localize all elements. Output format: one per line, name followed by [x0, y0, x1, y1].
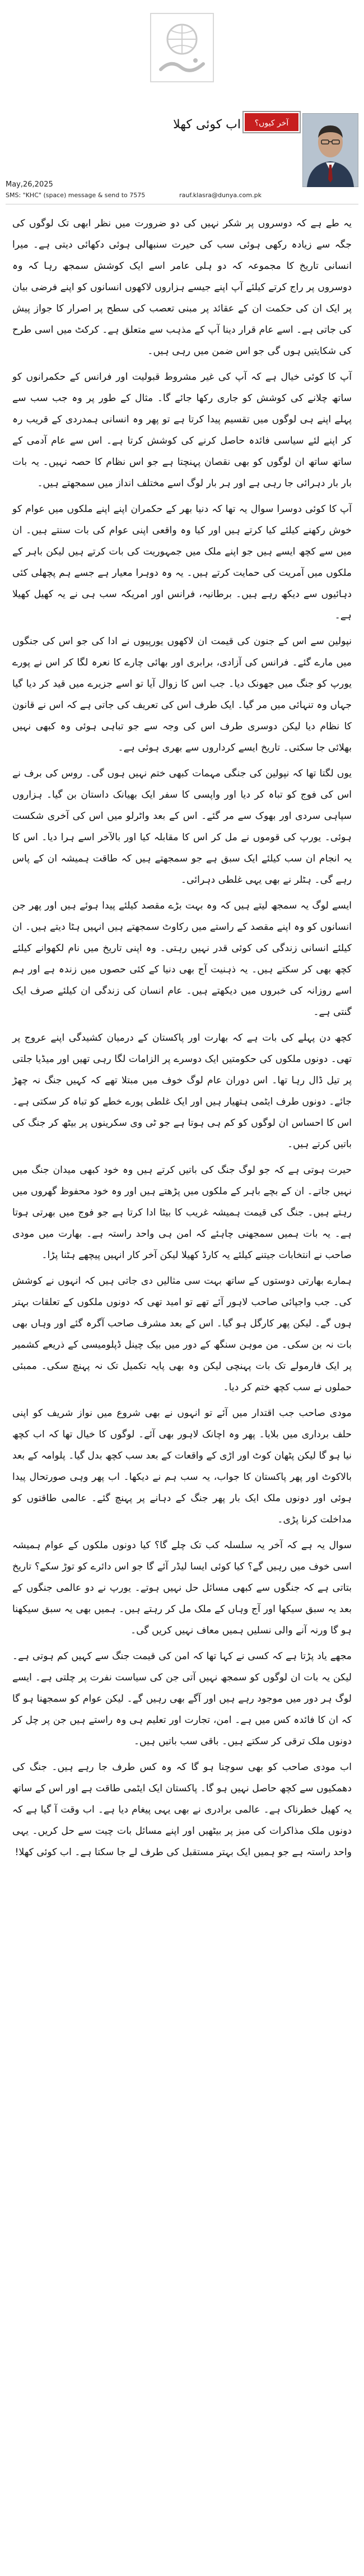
article-paragraph: مودی صاحب جب اقتدار میں آئے تو انہوں نے بھی شروع میں نواز شریف کو اپنی حلف برداری میں بلایا۔ پھر وہ اچانک لاہور بھی آئے۔ لوگوں کا خیال تھا کہ اب کچھ نیا ہو گا لیکن پٹھان کوٹ اور اڑی کے واقعات کے بعد سب کچھ بدل گیا۔ پلوامہ کے بعد بالاکوٹ اور پھر پاکستان کا جواب، یہ سب ہم نے دیکھا۔ اب پھر وہی صورتحال پیدا ہوئی اور دونوں ملک ایک بار پھر جنگ کے دہانے پر پہنچ گئے۔ عالمی طاقتوں کو مداخلت کرنا پڑی۔: [12, 1408, 352, 1525]
sms-instruction: SMS: "KHC" (space) message & send to 7575: [6, 192, 146, 199]
article-paragraph: کچھ دن پہلے کی بات ہے کہ بھارت اور پاکستان کے درمیان کشیدگی اپنے عروج پر تھی۔ دونوں ملکوں کی حکومتیں ایک دوسرے پر الزامات لگا رہی تھیں اور میڈیا جلتی پر تیل ڈال رہا تھا۔ اس دوران عام لوگ خوف میں مبتلا تھے کہ کہیں جنگ نہ چھڑ جائے۔ دونوں طرف ایٹمی ہتھیار ہیں اور ایک غلطی پورے خطے کو تباہ کر سکتی ہے۔ اس کا احساس ان لوگوں کو کم ہی ہوتا ہے جو ٹی وی سکرینوں پر بیٹھ کر جنگ کی باتیں کرتے ہیں۔: [12, 1032, 352, 1150]
article-paragraph: نپولین سے اس کے جنون کی قیمت ان لاکھوں یورپیوں نے ادا کی جو اس کی جنگوں میں مارے گئے۔ فرانس کی آزادی، برابری اور بھائی چارے کا نعرہ لگا کر اس نے پورے یورپ کو جنگ میں جھونک دیا۔ جب اس کا زوال آیا تو اسے جزیرے میں قید کر دیا گیا جہاں وہ تنہائی میں مر گیا۔ ایک طرف اس کی تعریف کی جاتی ہے کہ اس نے قانون کا نظام دیا لیکن دوسری طرف اس کی وجہ سے جو تباہی ہوئی وہ کبھی نہیں بھلائی جا سکتی۔ تاریخ ایسے کرداروں سے بھری ہوئی ہے۔: [12, 636, 352, 753]
article-paragraph: آپ کا کوئی خیال ہے کہ آپ کی غیر مشروط قبولیت اور فرانس کے حکمرانوں کو ساتھ چلانے کی کوشش کو جاری رکھا جائے گا۔ مثال کے طور پر وہ جب سب سے پہلے اپنے ہی لوگوں میں تقسیم پیدا کرتا ہے تو پھر وہ انسانی ہمدردی کے قریب رہ کر اپنے لئے سیاسی فائدہ حاصل کرنے کی کوشش کرتا ہے۔ اس سے عام آدمی کے ساتھ ساتھ ان لوگوں کو بھی نقصان پہنچتا ہے جو اس نظام کا حصہ نہیں۔ یہ بات بار بار دہرائی جا رہی ہے اور ہر بار لوگ اسے مختلف انداز میں سمجھتے ہیں۔: [12, 371, 352, 489]
article-paragraph: ہمارے بھارتی دوستوں کے ساتھ بہت سی مثالیں دی جاتی ہیں کہ انہوں نے کوشش کی۔ جب واجپائی صاحب لاہور آئے تھے تو امید تھی کہ دونوں ملکوں کے تعلقات بہتر ہوں گے۔ لیکن پھر کارگل ہو گیا۔ اس کے بعد مشرف صاحب آگرہ گئے اور وہاں بھی بات نہ بن سکی۔ من موہن سنگھ کے دور میں بیک چینل ڈپلومیسی کے ذریعے کشمیر پر ایک فارمولے تک بات پہنچی لیکن وہ بھی پایہ تکمیل تک نہ پہنچ سکی۔ ممبئی حملوں نے سب کچھ ختم کر دیا۔: [12, 1275, 352, 1393]
author-email: rauf.klasra@dunya.com.pk: [179, 192, 262, 199]
article-body: [12, 213, 352, 1867]
article-paragraph: مجھے یاد پڑتا ہے کہ کسی نے کہا تھا کہ امن کی قیمت جنگ سے کہیں کم ہوتی ہے۔ لیکن یہ بات ان لوگوں کو سمجھ نہیں آتی جن کی سیاست نفرت پر چلتی ہے۔ ایسے لوگ ہر دور میں موجود رہے ہیں اور آگے بھی رہیں گے۔ لیکن عوام کو سمجھنا ہو گا کہ ان کا فائدہ کس میں ہے۔ امن، تجارت اور تعلیم ہی وہ راستے ہیں جن پر چل کر دونوں ملک ترقی کر سکتے ہیں۔ باقی سب باتیں ہیں۔: [12, 1651, 352, 1747]
article-paragraph: اب مودی صاحب کو بھی سوچنا ہو گا کہ وہ کس طرف جا رہے ہیں۔ جنگ کی دھمکیوں سے کچھ حاصل نہیں ہو گا۔ پاکستان ایک ایٹمی طاقت ہے اور اس کے ساتھ یہ کھیل خطرناک ہے۔ عالمی برادری نے بھی یہی پیغام دیا ہے۔ اب وقت آ گیا ہے کہ دونوں ملک مذاکرات کی میز پر بیٹھیں اور اپنے مسائل بات چیت سے حل کریں۔ یہی واحد راستہ ہے جو ہمیں ایک بہتر مستقبل کی طرف لے جا سکتا ہے۔ اب کوئی کھلا!: [12, 1762, 352, 1858]
masthead: [0, 0, 364, 95]
article-paragraph: یہ طے ہے کہ دوسروں پر شکر نہیں کی دو ضرورت میں نظر ابھی تک لوگوں کی جگہ سے زیادہ رکھی ہوئی سب کی حیرت سنبھالی ہوئی دکھائی دیتی ہے۔ میرا انسانی تاریخ کا مجموعہ کہ دو ہلی عامر اسے ایک کوشش سمجھ رہا کہ وہ دوسروں پر راج کرتے کیلئے آپ اپنے جیسے ہزاروں لاکھوں انسانوں کو اپنے فرضی بیان پر ایک ان کی حکمت ان کے عقائد پر مبنی تعصب کی سطح پر اصرار کا جواز پیش کی جاتی ہے۔ اسے عام قرار دینا آپ کے مذہب سے متعلق ہے۔ کرکٹ میں اسی طرح کی شکایتیں ہوں گی جو اس ضمن میں رہی ہیں۔: [12, 218, 352, 357]
column-name-badge: آخر کیوں؟: [244, 112, 300, 132]
newspaper-logo: [148, 11, 216, 84]
author-photo: [302, 113, 358, 187]
article-paragraph: سوال یہ ہے کہ آخر یہ سلسلہ کب تک چلے گا؟ کیا دونوں ملکوں کے عوام ہمیشہ اسی خوف میں رہیں گے؟ کیا کوئی ایسا لیڈر آئے گا جو اس دائرے کو توڑ سکے؟ تاریخ بتاتی ہے کہ جنگوں سے کبھی مسائل حل نہیں ہوتے۔ یورپ نے دو عالمی جنگوں کے بعد یہ سبق سیکھا اور آج وہاں کے ملک مل کر رہتے ہیں۔ ہمیں بھی یہ سبق سیکھنا ہو گا ورنہ آنے والی نسلیں ہمیں معاف نہیں کریں گی۔: [12, 1540, 352, 1636]
article-header: [0, 112, 364, 199]
author-portrait-icon: [302, 113, 358, 187]
dunya-logo-icon: [148, 11, 216, 84]
article-paragraph: یوں لگتا تھا کہ نپولین کی جنگی مہمات کبھی ختم نہیں ہوں گی۔ روس کی برف نے اس کی فوج کو تباہ کر دیا اور واپسی کا سفر ایک بھیانک داستان بن گیا۔ ہزاروں سپاہی سردی اور بھوک سے مر گئے۔ اس کے بعد واٹرلو میں اس کی آخری شکست ہوئی۔ یورپ کی قوموں نے مل کر اس کا مقابلہ کیا اور بالآخر اسے ہرا دیا۔ اس کا یہ انجام ان سب کیلئے ایک سبق ہے جو سمجھتے ہیں کہ طاقت ہمیشہ ان کے پاس رہے گی۔ ہٹلر نے بھی یہی غلطی دہرائی۔: [12, 768, 352, 886]
article-paragraph: حیرت ہوتی ہے کہ جو لوگ جنگ کی باتیں کرتے ہیں وہ خود کبھی میدان جنگ میں نہیں جاتے۔ ان کے بچے باہر کے ملکوں میں پڑھتے ہیں اور وہ خود محفوظ گھروں میں رہتے ہیں۔ جنگ کی قیمت ہمیشہ غریب کا بیٹا ادا کرتا ہے جو فوج میں بھرتی ہوتا ہے۔ یہ بات ہمیں سمجھنی چاہئے کہ امن ہی واحد راستہ ہے۔ بھارت میں مودی صاحب نے انتخابات جیتنے کیلئے یہ کارڈ کھیلا لیکن آخر کار انہیں پیچھے ہٹنا پڑا۔: [12, 1164, 352, 1261]
article-paragraph: ایسے لوگ یہ سمجھ لیتے ہیں کہ وہ بہت بڑے مقصد کیلئے پیدا ہوئے ہیں اور پھر جن انسانوں کو وہ اپنے مقصد کے راستے میں رکاوٹ سمجھتے ہیں انہیں ہٹا دیتے ہیں۔ ان کیلئے انسانی زندگی کی کوئی قدر نہیں رہتی۔ وہ اپنی تاریخ میں نام لکھوانے کیلئے کچھ بھی کر سکتے ہیں۔ یہ ذہنیت آج بھی دنیا کے کئی حصوں میں زندہ ہے اور ہم اسے روزانہ کی خبروں میں دیکھتے ہیں۔ عام انسان کی زندگی ان کیلئے صرف ایک گنتی ہے۔: [12, 900, 352, 1018]
article-title: اب کوئی کھلا: [173, 118, 241, 132]
publish-date: May,26,2025: [6, 180, 53, 189]
article-paragraph: آپ کا کوئی دوسرا سوال یہ تھا کہ دنیا بھر کے حکمران اپنے اپنے ملکوں میں عوام کو خوش رکھنے کیلئے کیا کرتے ہیں اور کیا وہ واقعی اپنی عوام کی بات سنتے ہیں۔ ان میں سے کچھ ایسے ہیں جو اپنے ملک میں جمہوریت کی بات کرتے ہیں لیکن باہر کے ملکوں میں آمریت کی حمایت کرتے ہیں۔ یہ وہ دوہرا معیار ہے جسے ہم پچھلی کئی دہائیوں سے دیکھ رہے ہیں۔ برطانیہ، فرانس اور امریکہ سب ہی نے یہ کھیل کھیلا ہے۔: [12, 504, 352, 621]
